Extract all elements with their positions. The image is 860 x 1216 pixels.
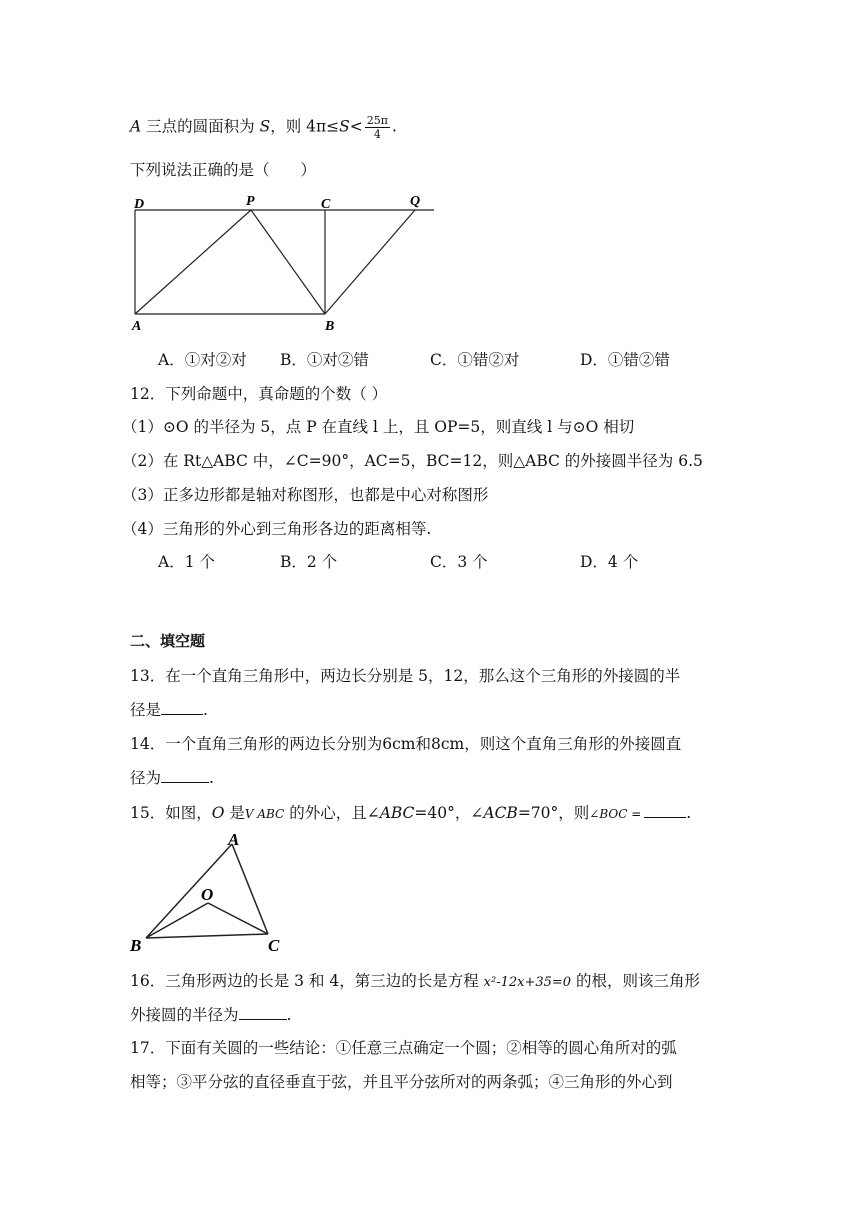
q15-abc: ABC (379, 804, 415, 822)
q17-line2: 相等；③平分弦的直径垂直于弦，并且平分弦所对的两条弧；④三角形的外心到 (130, 1073, 673, 1091)
q16-end: . (286, 1006, 292, 1024)
edge-ab (146, 844, 232, 938)
label-a: A (228, 830, 240, 849)
q16-equation: x²-12x+35=0 (483, 975, 572, 990)
q16-line1 (130, 969, 700, 991)
edge-ob (146, 903, 208, 938)
q16-text-a: 16．三角形两边的长是 3 和 4，第三边的长是方程 (130, 972, 484, 990)
q14-line2 (130, 766, 214, 788)
q11-option-b[interactable]: B．①对②错 (280, 351, 369, 369)
q15-answer-blank[interactable] (644, 803, 686, 818)
q14-answer-blank[interactable] (161, 768, 209, 783)
carryover-end: . (392, 117, 397, 136)
q12-option-d[interactable]: D．4 个 (580, 553, 639, 571)
q16-line2-text: 外接圆的半径为 (130, 1006, 239, 1024)
label-c: C (268, 936, 280, 955)
q14-line1: 14．一个直角三角形的两边长分别为6cm和8cm，则这个直角三角形的外接圆直 (130, 735, 682, 753)
label-b: B (130, 936, 142, 955)
q15-o: O (211, 804, 225, 822)
q15-acb: ACB (483, 804, 518, 822)
q16-answer-blank[interactable] (239, 1005, 287, 1020)
edge-ac (232, 844, 268, 934)
edge-oc (208, 903, 268, 934)
q15-triangle: V ABC (244, 807, 285, 821)
q13-line2-text: 径是 (130, 701, 162, 719)
carryover-cond: ，则 4π≤ (270, 117, 340, 136)
q12-item-2: （2）在 Rt△ABC 中，∠C=90°，AC=5，BC=12，则△ABC 的外接圆半径为 6.5 (122, 452, 703, 470)
question-prompt: 下列说法正确的是（ ） (130, 161, 317, 179)
q12-stem: 12．下列命题中，真命题的个数（ ） (130, 385, 388, 403)
q17-line1: 17．下面有关圆的一些结论：①任意三点确定一个圆；②相等的圆心角所对的弧 (130, 1039, 677, 1057)
q15-pre: 15．如图， (130, 804, 212, 822)
q13-line2 (130, 698, 208, 720)
label-d: D (134, 197, 145, 212)
q14-line2-text: 径为 (130, 769, 162, 787)
q16-line2 (130, 1003, 291, 1025)
figure-rectangle-diagram (128, 190, 440, 332)
label-o: O (201, 885, 214, 904)
q15-boc: ∠BOC = (589, 807, 642, 821)
q12-option-b[interactable]: B．2 个 (280, 553, 338, 571)
q15-mid: 的外心，且∠ (284, 804, 380, 822)
fraction-numerator: 25π (366, 114, 389, 127)
label-a: A (132, 319, 142, 332)
carryover-line (130, 114, 397, 141)
var-s2: S (339, 117, 350, 136)
q16-text-b: 的根，则该三角形 (571, 972, 701, 990)
lt-sign: < (349, 117, 363, 136)
q12-option-a[interactable]: A．1 个 (158, 553, 215, 571)
fraction-denominator: 4 (373, 128, 381, 141)
var-s: S (259, 117, 271, 136)
figure-triangle-diagram (128, 828, 288, 958)
q13-line1: 13．在一个直角三角形中，两边长分别是 5，12，那么这个三角形的外接圆的半 (130, 667, 681, 685)
q15-v1: =40°，∠ (414, 804, 484, 822)
q15-end: . (686, 804, 692, 822)
line-ap (135, 210, 251, 314)
var-a: A (130, 117, 142, 136)
q12-option-c[interactable]: C．3 个 (430, 553, 488, 571)
q11-option-d[interactable]: D．①错②错 (580, 351, 670, 369)
q15-line (130, 801, 691, 823)
carryover-text: 三点的圆面积为 (141, 117, 260, 136)
fraction (365, 114, 390, 141)
section-title: 二、填空题 (130, 632, 206, 650)
q11-option-c[interactable]: C．①错②对 (430, 351, 520, 369)
q13-answer-blank[interactable] (161, 700, 203, 715)
label-p: P (246, 194, 255, 209)
q13-end: . (203, 701, 208, 719)
q12-item-1: （1）⊙O 的半径为 5，点 P 在直线 l 上，且 OP=5，则直线 l 与⊙O 相切 (122, 418, 635, 436)
label-b: B (325, 319, 335, 332)
label-c: C (321, 197, 331, 212)
q15-is: 是 (224, 804, 245, 822)
q12-item-4: （4）三角形的外心到三角形各边的距离相等. (122, 520, 432, 538)
edge-bc (146, 934, 268, 938)
q14-end: . (209, 769, 214, 787)
q12-item-3: （3）正多边形都是轴对称图形，也都是中心对称图形 (122, 486, 489, 504)
line-pb (251, 210, 325, 314)
label-q: Q (410, 194, 421, 209)
q11-option-a[interactable]: A．①对②对 (158, 351, 247, 369)
q15-v2: =70°，则 (517, 804, 590, 822)
line-bq (325, 210, 415, 314)
